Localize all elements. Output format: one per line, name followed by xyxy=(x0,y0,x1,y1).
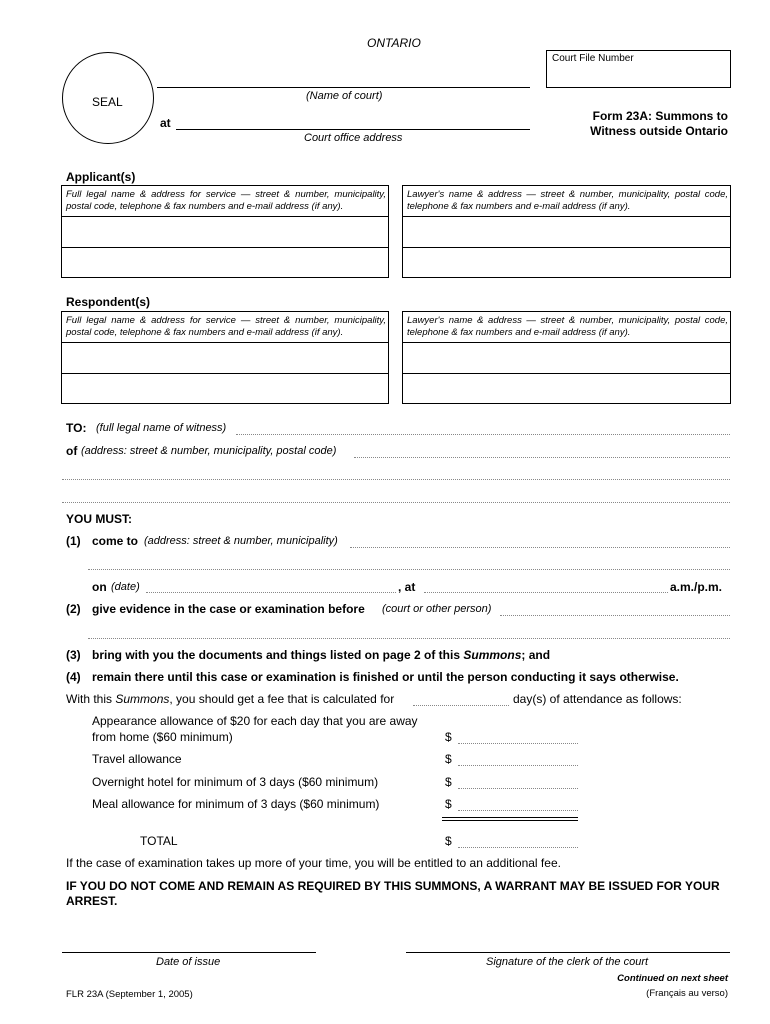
respondent-lawyer-box xyxy=(402,311,731,404)
travel-label: Travel allowance xyxy=(92,752,182,766)
respondent-lawyer-name-field[interactable] xyxy=(403,342,730,373)
form-title: Form 23A: Summons to Witness outside Ontario xyxy=(590,109,728,138)
total-dollar: $ xyxy=(445,834,452,848)
respondent-lawyer-address-field[interactable] xyxy=(403,373,730,403)
ampm-label: a.m./p.m. xyxy=(670,580,723,594)
court-file-number-label: Court File Number xyxy=(552,53,634,64)
days-attendance-field[interactable] xyxy=(413,705,509,706)
total-rule-1 xyxy=(442,817,578,818)
applicant-name-field[interactable] xyxy=(62,216,388,247)
to-label: TO: xyxy=(66,421,87,435)
item3-text-a: bring with you the documents and things listed on page 2 of this xyxy=(92,648,461,662)
respondent-party-box xyxy=(61,311,389,404)
additional-fee-note: If the case of examination takes up more of your time, you will be entitled to an additional fee. xyxy=(66,856,561,870)
court-name-line[interactable] xyxy=(157,87,530,88)
item2-label: give evidence in the case or examination before xyxy=(92,602,365,616)
total-label: TOTAL xyxy=(140,834,178,848)
time-at-label: , at xyxy=(398,580,416,594)
total-amount-field[interactable] xyxy=(458,847,578,848)
date-of-issue-label: Date of issue xyxy=(156,956,221,968)
meal-amount-field[interactable] xyxy=(458,810,578,811)
respondents-heading: Respondent(s) xyxy=(66,295,150,309)
applicant-lawyer-name-field[interactable] xyxy=(403,216,730,247)
appearance-line2: from home ($60 minimum) xyxy=(92,730,233,744)
examiner-field-2[interactable] xyxy=(88,638,730,639)
form-id: FLR 23A (September 1, 2005) xyxy=(66,989,193,1000)
appearance-line1: Appearance allowance of $20 for each day that you are away xyxy=(92,714,418,728)
respondent-address-field[interactable] xyxy=(62,373,388,403)
seal-label: SEAL xyxy=(92,95,123,109)
applicant-lawyer-box xyxy=(402,185,731,278)
item3-text-c: ; and xyxy=(521,648,551,662)
of-hint: (address: street & number, municipality, postal code) xyxy=(81,445,337,457)
seal-circle xyxy=(62,52,154,144)
item4-text: remain there until this case or examination is finished or until the person conducting it says otherwise. xyxy=(92,670,679,684)
attendance-address-field[interactable] xyxy=(350,547,730,548)
item1-hint: (address: street & number, municipality) xyxy=(144,535,338,547)
hotel-dollar: $ xyxy=(445,775,452,789)
respondent-name-field[interactable] xyxy=(62,342,388,373)
fee-intro-c: , you should get a fee that is calculated for xyxy=(169,692,395,706)
date-hint: (date) xyxy=(111,581,140,593)
clerk-signature-line[interactable] xyxy=(406,952,730,953)
of-label: of xyxy=(66,444,78,458)
item2-hint: (court or other person) xyxy=(382,603,492,615)
travel-dollar: $ xyxy=(445,752,452,766)
fee-intro-d: day(s) of attendance as follows: xyxy=(513,692,682,706)
item3-number: (3) xyxy=(66,648,81,662)
at-label: at xyxy=(160,116,171,130)
arrest-warning: IF YOU DO NOT COME AND REMAIN AS REQUIRED BY THIS SUMMONS, A WARRANT MAY BE ISSUED FOR YOUR ARREST. xyxy=(66,879,720,908)
total-rule-2 xyxy=(442,820,578,821)
applicant-party-box-label: Full legal name & address for service — street & number, municipality, postal code, telephone & fax numbers and e-mail address (if any). xyxy=(66,189,386,212)
you-must-heading: YOU MUST: xyxy=(66,512,132,526)
travel-amount-field[interactable] xyxy=(458,765,578,766)
hotel-label: Overnight hotel for minimum of 3 days ($60 minimum) xyxy=(92,775,379,789)
court-file-number-box[interactable] xyxy=(546,50,731,88)
item4-number: (4) xyxy=(66,670,81,684)
court-address-line[interactable] xyxy=(176,129,530,130)
applicant-lawyer-address-field[interactable] xyxy=(403,247,730,277)
applicant-lawyer-box-label: Lawyer's name & address — street & number, municipality, postal code, telephone & fax numbers and e-mail address (if any). xyxy=(407,189,728,212)
examiner-field[interactable] xyxy=(500,615,730,616)
fee-intro-summons: Summons xyxy=(115,692,170,706)
hotel-amount-field[interactable] xyxy=(458,788,578,789)
applicants-heading: Applicant(s) xyxy=(66,170,136,184)
fee-intro-a: With this xyxy=(66,692,113,706)
attendance-address-field-2[interactable] xyxy=(88,569,730,570)
date-of-issue-line[interactable] xyxy=(62,952,316,953)
applicant-address-field[interactable] xyxy=(62,247,388,277)
continued-note: Continued on next sheet xyxy=(617,973,728,984)
court-office-address-label: Court office address xyxy=(304,132,403,144)
item2-number: (2) xyxy=(66,602,81,616)
item3-text xyxy=(92,648,550,662)
item1-number: (1) xyxy=(66,534,81,548)
on-label: on xyxy=(92,580,107,594)
name-of-court-label: (Name of court) xyxy=(306,90,383,102)
witness-address-field-3[interactable] xyxy=(62,502,730,503)
meal-dollar: $ xyxy=(445,797,452,811)
item3-summons: Summons xyxy=(463,648,522,662)
attendance-time-field[interactable] xyxy=(424,592,668,593)
witness-address-field-2[interactable] xyxy=(62,479,730,480)
french-note: (Français au verso) xyxy=(646,988,728,999)
meal-label: Meal allowance for minimum of 3 days ($60 minimum) xyxy=(92,797,380,811)
appearance-amount-field[interactable] xyxy=(458,743,578,744)
item1-label: come to xyxy=(92,534,139,548)
witness-address-field[interactable] xyxy=(354,457,730,458)
appearance-dollar: $ xyxy=(445,730,452,744)
jurisdiction-heading: ONTARIO xyxy=(367,36,421,50)
witness-name-field[interactable] xyxy=(236,434,730,435)
respondent-lawyer-box-label: Lawyer's name & address — street & number, municipality, postal code, telephone & fax numbers and e-mail address (if any). xyxy=(407,315,728,338)
respondent-party-box-label: Full legal name & address for service — street & number, municipality, postal code, telephone & fax numbers and e-mail address (if any). xyxy=(66,315,386,338)
applicant-party-box xyxy=(61,185,389,278)
attendance-date-field[interactable] xyxy=(146,592,396,593)
to-hint: (full legal name of witness) xyxy=(96,422,227,434)
fee-intro xyxy=(66,692,394,706)
clerk-signature-label: Signature of the clerk of the court xyxy=(486,956,649,968)
